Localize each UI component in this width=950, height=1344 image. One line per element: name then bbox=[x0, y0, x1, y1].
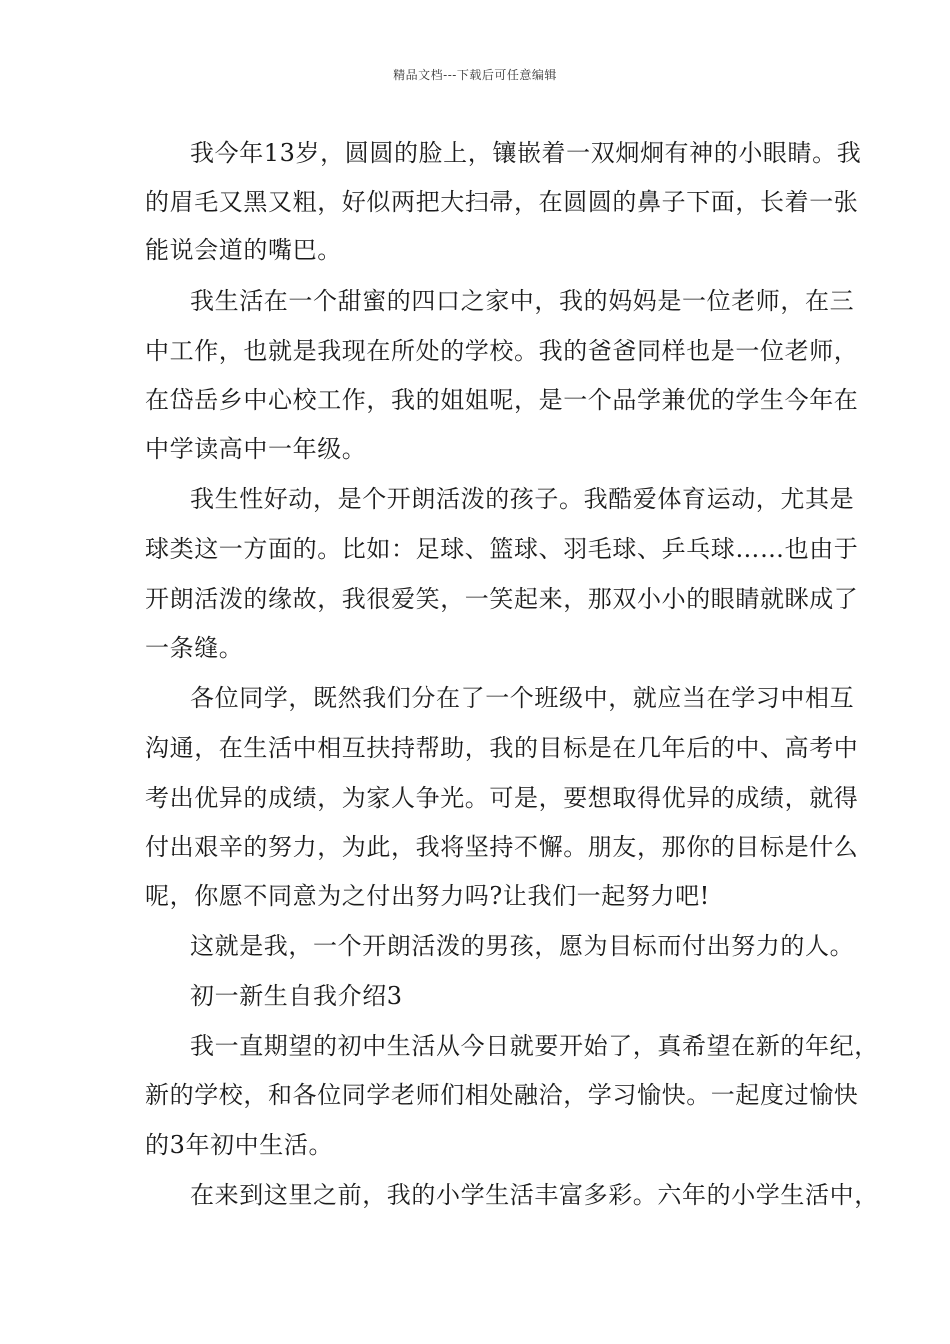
page-header: 精品文档---下载后可任意编辑 bbox=[393, 68, 557, 82]
paragraph-line: 我今年13岁，圆圆的脸上，镶嵌着一双炯炯有神的小眼睛。我 bbox=[190, 139, 862, 167]
paragraph-line: 呢，你愿不同意为之付出努力吗?让我们一起努力吧! bbox=[145, 882, 710, 910]
paragraph-line: 我一直期望的初中生活从今日就要开始了，真希望在新的年纪， bbox=[190, 1032, 879, 1060]
paragraph-line: 沟通，在生活中相互扶持帮助，我的目标是在几年后的中、高考中 bbox=[145, 734, 859, 762]
paragraph-line: 中工作，也就是我现在所处的学校。我的爸爸同样也是一位老师， bbox=[145, 337, 859, 365]
paragraph-line: 考出优异的成绩，为家人争光。可是，要想取得优异的成绩，就得 bbox=[145, 784, 859, 812]
paragraph-line: 球类这一方面的。比如：足球、篮球、羽毛球、乒乓球……也由于 bbox=[145, 535, 859, 563]
paragraph-line: 一条缝。 bbox=[145, 634, 244, 662]
paragraph-line: 新的学校，和各位同学老师们相处融洽，学习愉快。一起度过愉快 bbox=[145, 1081, 859, 1109]
paragraph-line: 的3年初中生活。 bbox=[145, 1131, 334, 1159]
paragraph-line: 这就是我，一个开朗活泼的男孩，愿为目标而付出努力的人。 bbox=[190, 932, 855, 960]
paragraph-line: 的眉毛又黑又粗，好似两把大扫帚，在圆圆的鼻子下面，长着一张 bbox=[145, 188, 859, 216]
paragraph-line: 开朗活泼的缘故，我很爱笑，一笑起来，那双小小的眼睛就眯成了 bbox=[145, 585, 859, 613]
paragraph-line: 能说会道的嘴巴。 bbox=[145, 236, 342, 264]
paragraph-line: 在岱岳乡中心校工作，我的姐姐呢，是一个品学兼优的学生今年在 bbox=[145, 386, 859, 414]
section-title: 初一新生自我介绍3 bbox=[190, 982, 403, 1010]
paragraph-line: 我生活在一个甜蜜的四口之家中，我的妈妈是一位老师，在三 bbox=[190, 287, 855, 315]
paragraph-line: 各位同学，既然我们分在了一个班级中，就应当在学习中相互 bbox=[190, 684, 855, 712]
paragraph-line: 在来到这里之前，我的小学生活丰富多彩。六年的小学生活中， bbox=[190, 1181, 879, 1209]
paragraph-line: 中学读高中一年级。 bbox=[145, 435, 367, 463]
paragraph-line: 我生性好动，是个开朗活泼的孩子。我酷爱体育运动，尤其是 bbox=[190, 485, 855, 513]
paragraph-line: 付出艰辛的努力，为此，我将坚持不懈。朋友，那你的目标是什么 bbox=[145, 833, 859, 861]
